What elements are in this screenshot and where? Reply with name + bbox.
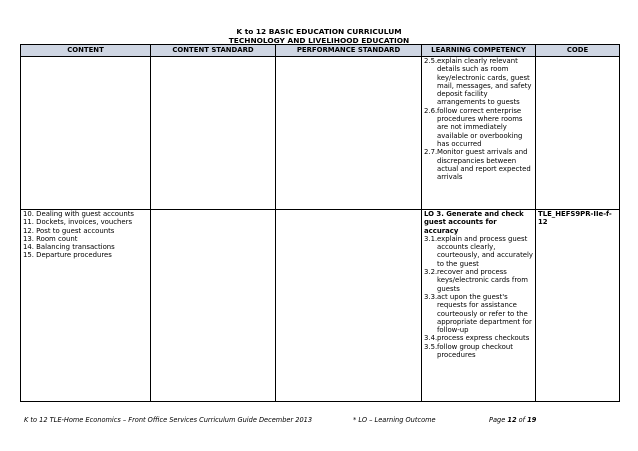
column-header-performance-standard: PERFORMANCE STANDARD bbox=[276, 45, 422, 57]
competency-item: 3.1.explain and process guest accounts clearly, courteously, and accurately to the guest bbox=[424, 234, 534, 268]
competency-item: 3.4.process express checkouts bbox=[424, 334, 530, 343]
footer-page-number: Page 12 of 19 bbox=[489, 416, 537, 424]
content-standard-cell bbox=[151, 210, 276, 402]
competency-item: 3.3.act upon the guest's requests for assistance courteously or refer to the appropriate department for follow-up bbox=[424, 292, 532, 335]
content-standard-cell bbox=[151, 57, 276, 210]
performance-standard-cell bbox=[276, 57, 422, 210]
content-item: 10. Dealing with guest accounts bbox=[23, 210, 134, 218]
competency-item: 2.6.follow correct enterprise procedures where rooms are not immediately available or overbooking has occurred bbox=[424, 106, 523, 148]
table-header-row bbox=[21, 45, 620, 57]
performance-standard-cell bbox=[276, 210, 422, 402]
document-subtitle: TECHNOLOGY AND LIVELIHOOD EDUCATION bbox=[228, 36, 410, 45]
code-cell bbox=[536, 210, 620, 402]
competency-code: TLE_HEFS9PR-IIe-f-12 bbox=[538, 210, 612, 227]
column-header-code: CODE bbox=[536, 45, 620, 57]
column-header-learning-competency: LEARNING COMPETENCY bbox=[422, 45, 536, 57]
curriculum-table bbox=[20, 44, 620, 402]
learning-competency-cell bbox=[422, 57, 536, 210]
column-header-content-standard: CONTENT STANDARD bbox=[151, 45, 276, 57]
competency-item: 2.7.Monitor guest arrivals and discrepancies between actual and report expected arrivals bbox=[424, 148, 531, 182]
content-cell bbox=[21, 210, 151, 402]
table-row bbox=[21, 210, 620, 402]
footer-legend: * LO – Learning Outcome bbox=[353, 416, 436, 424]
competency-item: 3.2.recover and process keys/electronic cards from guests bbox=[424, 268, 528, 293]
learning-outcome-heading: LO 3. Generate and check guest accounts for accuracy bbox=[424, 210, 524, 235]
content-item: 13. Room count bbox=[23, 234, 78, 243]
learning-competency-cell bbox=[422, 210, 536, 402]
code-cell bbox=[536, 57, 620, 210]
document-title: K to 12 BASIC EDUCATION CURRICULUM bbox=[236, 27, 402, 36]
content-item: 12. Post to guest accounts bbox=[23, 226, 115, 235]
content-item: 14. Balancing transactions bbox=[23, 243, 115, 252]
competency-item: 3.5.follow group checkout procedures bbox=[424, 342, 513, 360]
content-item: 15. Departure procedures bbox=[23, 251, 112, 260]
table-row bbox=[21, 57, 620, 210]
footer-document-name: K to 12 TLE-Home Economics – Front Office Services Curriculum Guide December 2013 bbox=[24, 416, 313, 424]
content-cell bbox=[21, 57, 151, 210]
column-header-content: CONTENT bbox=[21, 45, 151, 57]
content-item: 11. Dockets, invoices, vouchers bbox=[23, 218, 133, 227]
competency-item: 2.5.explain clearly relevant details such as room key/electronic cards, guest mail, messages, and safety deposit facility arrangements to guests bbox=[424, 57, 532, 107]
